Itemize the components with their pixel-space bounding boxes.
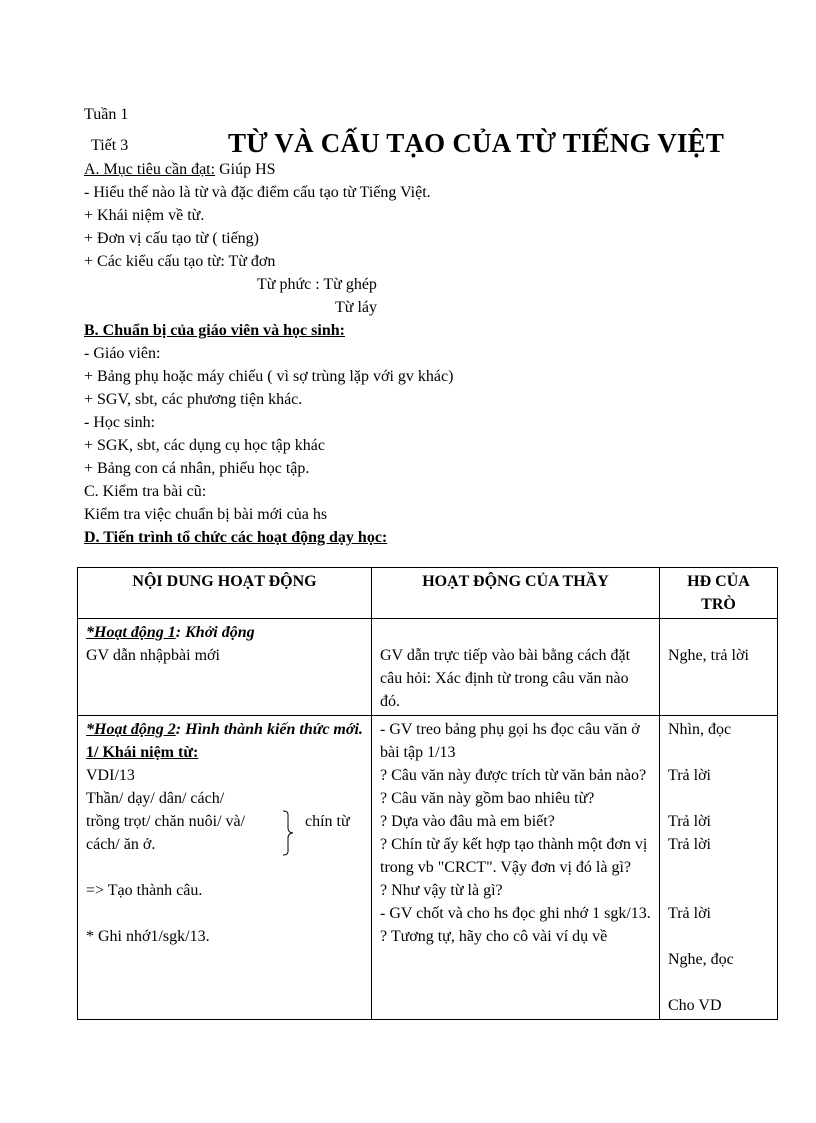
brace-label: chín từ bbox=[305, 813, 350, 830]
student-response: Cho VD bbox=[668, 997, 722, 1014]
student-response: Nhìn, đọc bbox=[668, 721, 732, 738]
objective-line: + Các kiểu cấu tạo từ: Từ đơn bbox=[84, 253, 276, 270]
prep-line: + Bảng con cá nhân, phiếu học tập. bbox=[84, 460, 310, 477]
objective-line: Từ láy bbox=[335, 299, 377, 316]
activity-1-teacher: GV dẫn trực tiếp vào bài bằng cách đặt câu hỏi: Xác định từ trong câu văn nào đó. bbox=[380, 647, 631, 710]
objective-line: + Khái niệm về từ. bbox=[84, 207, 205, 224]
section-d-heading: D. Tiến trình tổ chức các hoạt động dạy học: bbox=[84, 529, 388, 546]
teacher-step: ? Tương tự, hãy cho cô vài ví dụ về bbox=[380, 928, 608, 945]
objective-line: Từ phức : Từ ghép bbox=[257, 276, 377, 293]
section-a-heading bbox=[84, 159, 276, 181]
student-response: Trả lời bbox=[668, 767, 711, 784]
objective-line: + Đơn vị cấu tạo từ ( tiếng) bbox=[84, 230, 259, 247]
week-label: Tuần 1 bbox=[84, 106, 129, 123]
student-cell bbox=[660, 716, 778, 1020]
section-a-heading-rest: Giúp HS bbox=[215, 161, 276, 178]
activity-1-label: *Hoạt động 1 bbox=[86, 624, 176, 641]
page-title: TỪ VÀ CẤU TẠO CỦA TỪ TIẾNG VIỆT bbox=[228, 128, 725, 158]
prep-line: + SGV, sbt, các phương tiện khác. bbox=[84, 391, 303, 408]
section-c-line: Kiểm tra việc chuẩn bị bài mới của hs bbox=[84, 506, 328, 523]
result-line: => Tạo thành câu. bbox=[86, 882, 203, 899]
right-brace-icon bbox=[281, 810, 295, 856]
prep-line: + SGK, sbt, các dụng cụ học tập khác bbox=[84, 437, 325, 454]
teacher-step: - GV chốt và cho hs đọc ghi nhớ 1 sgk/13. bbox=[380, 905, 651, 922]
section-a-heading-label: A. Mục tiêu cần đạt: bbox=[84, 161, 216, 178]
student-response: Trả lời bbox=[668, 813, 711, 830]
prep-line: - Giáo viên: bbox=[84, 345, 161, 362]
teacher-step: - GV treo bảng phụ gọi hs đọc câu văn ở bài tập 1/13 bbox=[380, 721, 640, 761]
activity-1-student: Nghe, trả lời bbox=[668, 647, 749, 664]
activity-1-rest: : Khởi động bbox=[175, 624, 255, 641]
period-label: Tiết 3 bbox=[91, 137, 129, 154]
objective-line: - Hiểu thế nào là từ và đặc điểm cấu tạo từ Tiếng Việt. bbox=[84, 184, 431, 201]
word-split-example bbox=[86, 787, 363, 856]
activity-2-heading bbox=[86, 718, 363, 741]
words-line: trồng trọt/ chăn nuôi/ và/ bbox=[86, 813, 246, 830]
example-ref: VDI/13 bbox=[86, 767, 135, 784]
words-line: cách/ ăn ở. bbox=[86, 836, 156, 853]
activity-2-label: *Hoạt động 2 bbox=[86, 721, 176, 738]
concept-subheading: 1/ Khái niệm từ: bbox=[86, 744, 199, 761]
teacher-cell bbox=[372, 716, 660, 1020]
table-header-row bbox=[78, 568, 778, 619]
teacher-step: ? Câu văn này được trích từ văn bản nào? bbox=[380, 767, 647, 784]
prep-line: - Học sinh: bbox=[84, 414, 156, 431]
section-b-heading: B. Chuẩn bị của giáo viên và học sinh: bbox=[84, 322, 345, 339]
activity-1-heading bbox=[86, 621, 363, 644]
student-response: Trả lời bbox=[668, 905, 711, 922]
content-cell bbox=[78, 619, 372, 716]
activity-1-content: GV dẫn nhậpbài mới bbox=[86, 647, 220, 664]
teacher-step: ? Chín từ ấy kết hợp tạo thành một đơn vị trong vb "CRCT". Vậy đơn vị đó là gì? bbox=[380, 836, 648, 876]
column-header: HĐ CỦA TRÒ bbox=[660, 568, 778, 619]
words-line: Thần/ dạy/ dân/ cách/ bbox=[86, 790, 225, 807]
teacher-step: ? Dựa vào đâu mà em biết? bbox=[380, 813, 555, 830]
student-response: Trả lời bbox=[668, 836, 711, 853]
section-c-heading: C. Kiểm tra bài cũ: bbox=[84, 483, 207, 500]
column-header: HOẠT ĐỘNG CỦA THẦY bbox=[372, 568, 660, 619]
activity-2-rest: : Hình thành kiến thức mới. bbox=[175, 721, 363, 738]
teacher-cell bbox=[372, 619, 660, 716]
content-cell bbox=[78, 716, 372, 1020]
student-response: Nghe, đọc bbox=[668, 951, 734, 968]
column-header: NỘI DUNG HOẠT ĐỘNG bbox=[78, 568, 372, 619]
table-row bbox=[78, 619, 778, 716]
table-row bbox=[78, 716, 778, 1020]
activities-table bbox=[77, 567, 778, 1020]
student-cell bbox=[660, 619, 778, 716]
memo-line: * Ghi nhớ1/sgk/13. bbox=[86, 928, 210, 945]
prep-line: + Bảng phụ hoặc máy chiếu ( vì sợ trùng lặp với gv khác) bbox=[84, 368, 454, 385]
teacher-step: ? Như vậy từ là gì? bbox=[380, 882, 503, 899]
teacher-step: ? Câu văn này gồm bao nhiêu từ? bbox=[380, 790, 595, 807]
